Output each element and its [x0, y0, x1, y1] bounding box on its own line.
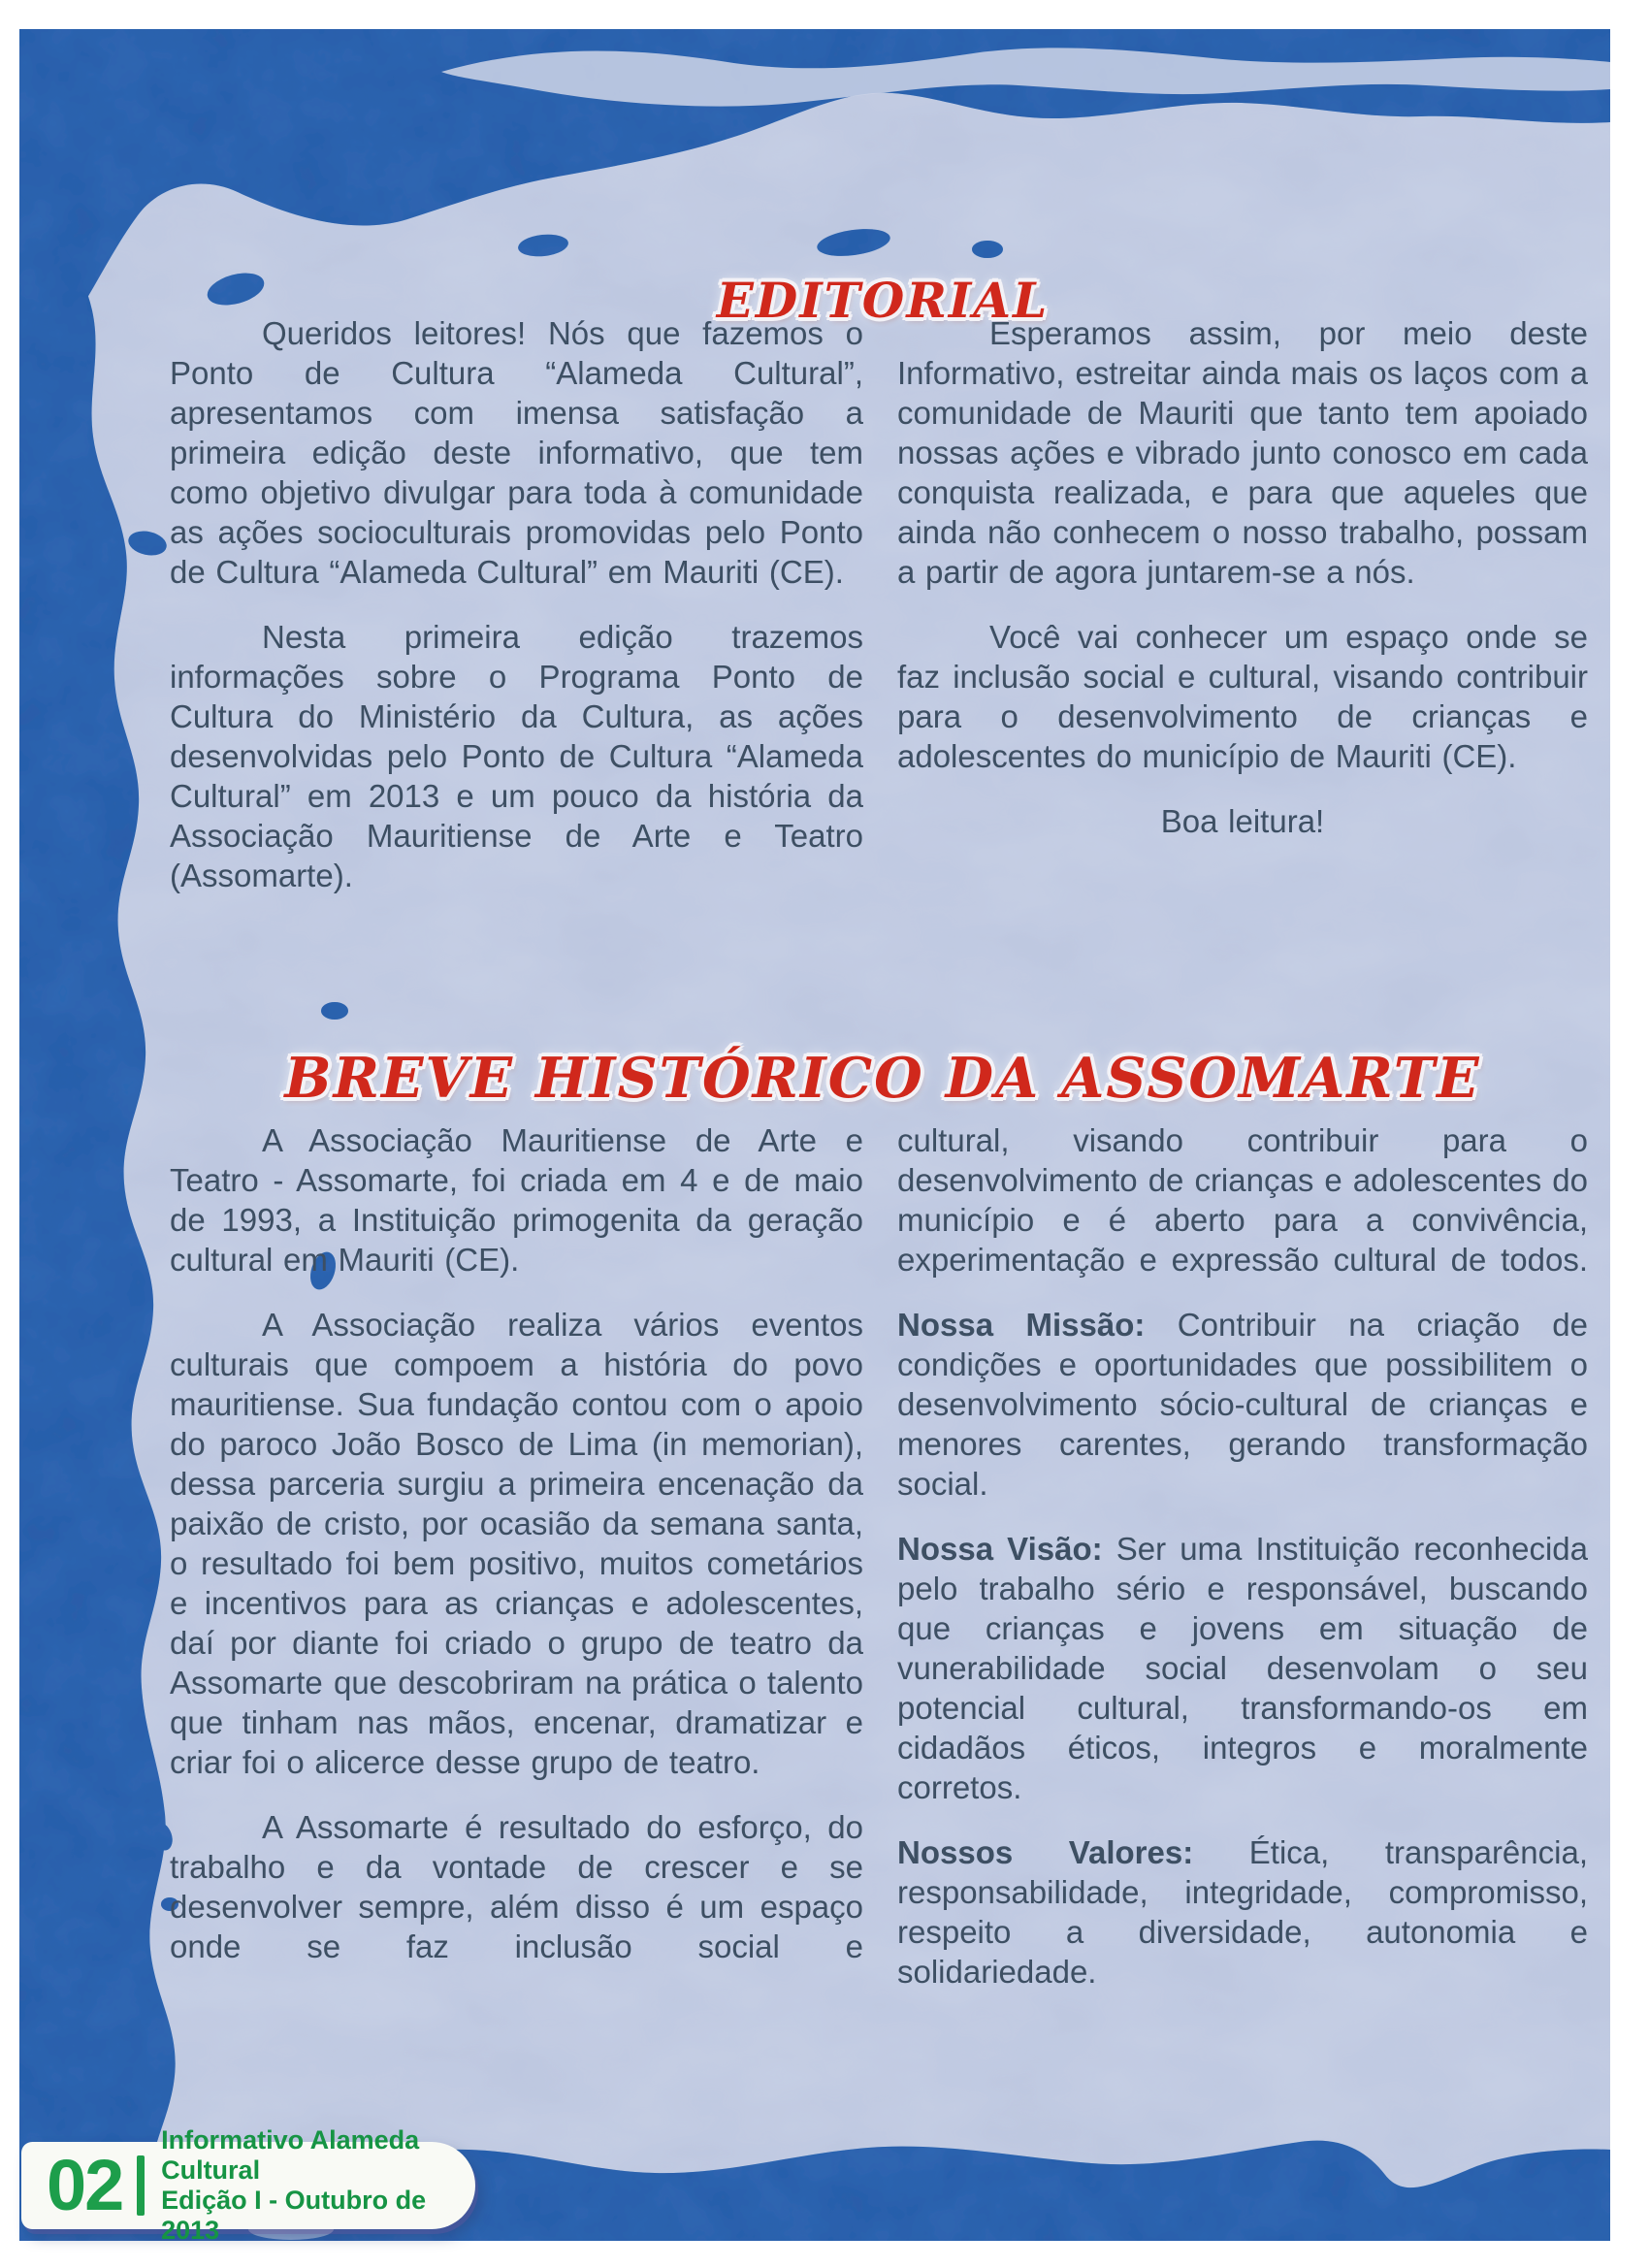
page-number: 02	[47, 2145, 123, 2225]
paragraph: A Associação realiza vários eventos culturais que compoem a história do povo mauritiense. Sua fundação contou com o apoio do paroco João Bosco de Lima (in memorian), dessa parceria surgiu a primeira encenação da paixão de cristo, por ocasião da semana santa, o resultado foi bem positivo, muitos cometários e incentivos para as crianças e adolescentes, daí por diante foi criado o grupo de teatro da Assomarte que descobriram na prática o talento que tinham nas mãos, encenar, dramatizar e criar foi o alicerce desse grupo de teatro.	[170, 1307, 863, 1780]
editorial-right-column	[897, 313, 1588, 866]
paragraph: cultural, visando contribuir para o desenvolvimento de crianças e adolescentes do município e é aberto para a convivência, experimentação e expressão cultural de todos.	[897, 1122, 1588, 1278]
paragraph: Esperamos assim, por meio deste Informativo, estreitar ainda mais os laços com a comunidade de Mauriti que tanto tem apoiado nossas ações e vibrado junto conosco em cada conquista realizada, e para que aqueles que ainda não conhecem o nosso trabalho, possam a partir de agora juntarem-se a nós.	[897, 315, 1588, 590]
values-text: Ética, transparência, responsabilidade, integridade, compromisso, respeito a diversidade, autonomia e solidariedade.	[897, 1834, 1588, 1990]
paragraph-values	[897, 1832, 1588, 1992]
mission-text: Contribuir na criação de condições e oportunidades que possibilitem o desenvolvimento sócio-cultural de crianças e menores carentes, gerando transformação social.	[897, 1307, 1588, 1502]
footer-line-1: Informativo Alameda Cultural	[161, 2125, 420, 2185]
footer-text	[161, 2125, 475, 2246]
closing-line: Boa leitura!	[1160, 803, 1325, 839]
paragraph: Você vai conhecer um espaço onde se faz inclusão social e cultural, visando contribuir para o desenvolvimento de crianças e adolescentes do município de Mauriti (CE).	[897, 619, 1588, 774]
section-title-editorial: EDITORIAL	[716, 271, 1050, 329]
paragraph: A Associação Mauritiense de Arte e Teatro - Assomarte, foi criada em 4 e de maio de 1993, a Instituição primogenita da geração cultural em Mauriti (CE).	[170, 1122, 863, 1278]
values-lead: Nossos Valores:	[897, 1834, 1194, 1870]
paragraph-mission	[897, 1305, 1588, 1504]
paragraph: A Assomarte é resultado do esforço, do trabalho e da vontade de crescer e se desenvolver sempre, além disso é um espaço onde se faz inclusão social e	[170, 1809, 863, 1964]
historico-right-column	[897, 1120, 1588, 2017]
editorial-left-column	[170, 313, 863, 921]
historico-left-column	[170, 1120, 863, 1992]
paragraph: Nesta primeira edição trazemos informações sobre o Programa Ponto de Cultura do Ministério da Cultura, as ações desenvolvidas pelo Ponto de Cultura “Alameda Cultural” em 2013 e um pouco da história da Associação Mauritiense de Arte e Teatro (Assomarte).	[170, 619, 863, 893]
paragraph-vision	[897, 1529, 1588, 1807]
vision-lead: Nossa Visão:	[897, 1531, 1103, 1567]
page-footer-pill	[21, 2125, 475, 2245]
paragraph: Queridos leitores! Nós que fazemos o Ponto de Cultura “Alameda Cultural”, apresentamos com imensa satisfação a primeira edição deste informativo, que tem como objetivo divulgar para toda à comunidade as ações socioculturais promovidas pelo Ponto de Cultura “Alameda Cultural” em Mauriti (CE).	[170, 315, 863, 590]
mission-lead: Nossa Missão:	[897, 1307, 1146, 1343]
footer-line-2: Edição I - Outubro de 2013	[161, 2186, 427, 2245]
footer-divider-bar	[137, 2155, 145, 2216]
section-title-historico: BREVE HISTÓRICO DA ASSOMARTE	[284, 1046, 1481, 1112]
vision-text: Ser uma Instituição reconhecida pelo trabalho sério e responsável, buscando que crianças e jovens em situação de vunerabilidade social desenvolam o seu potencial cultural, transformando-os em cidadãos éticos, integros e moralmente corretos.	[897, 1531, 1588, 1805]
